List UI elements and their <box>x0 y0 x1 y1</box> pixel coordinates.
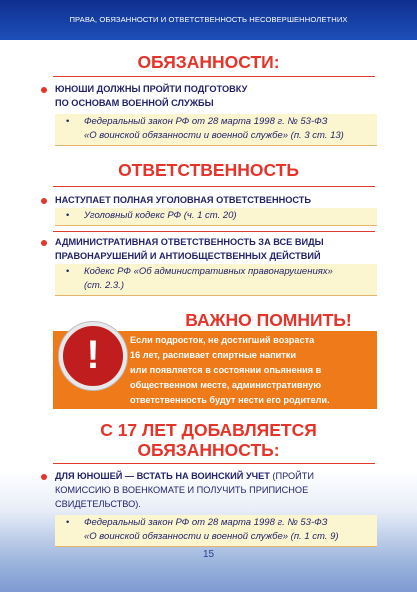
header-bar <box>0 0 417 40</box>
bullet-icon <box>41 87 47 93</box>
sub-bullet-icon: • <box>66 116 70 127</box>
page-number: 15 <box>202 549 215 560</box>
divider <box>53 76 375 77</box>
bullet-icon <box>41 198 47 204</box>
exclamation-mark: ! <box>86 333 100 377</box>
sub-bullet-icon: • <box>66 266 70 277</box>
divider <box>53 231 375 232</box>
sub-bullet-icon: • <box>66 210 70 221</box>
warning-text: Если подросток, не достигший возраста 16 лет, распивает спиртные напитки или появляется в состоянии опьянения в общественном месте, административную ответственность будут нести его родители. <box>130 335 330 405</box>
duty-item-title: ЮНОШИ ДОЛЖНЫ ПРОЙТИ ПОДГОТОВКУ ПО ОСНОВАМ ВОЕННОЙ СЛУЖБЫ <box>55 84 248 108</box>
exclamation-badge-icon <box>59 322 127 390</box>
responsibility-heading: ОТВЕТСТВЕННОСТЬ <box>118 160 299 180</box>
important-heading: ВАЖНО ПОМНИТЬ! <box>185 310 352 330</box>
legal-reference: • Кодекс РФ «Об административных правонарушениях» (ст. 2.3.) <box>55 264 377 296</box>
duties-heading: ОБЯЗАННОСТИ: <box>137 52 280 72</box>
age17-heading: С 17 ЛЕТ ДОБАВЛЯЕТСЯ ОБЯЗАННОСТЬ: <box>100 420 317 460</box>
criminal-liability-title: НАСТУПАЕТ ПОЛНАЯ УГОЛОВНАЯ ОТВЕТСТВЕННОСТЬ <box>55 195 312 205</box>
divider <box>53 186 375 187</box>
divider <box>53 463 375 464</box>
administrative-liability-title: АДМИНИСТРАТИВНАЯ ОТВЕТСТВЕННОСТЬ ЗА ВСЕ ВИДЫ ПРАВОНАРУШЕНИЙ И АНТИОБЩЕСТВЕННЫХ ДЕЙСТВИЙ <box>55 237 324 261</box>
legal-reference: • Уголовный кодекс РФ (ч. 1 ст. 20) <box>55 208 377 226</box>
legal-reference: • Федеральный закон РФ от 28 марта 1998 г. № 53-ФЗ «О воинской обязанности и военной службе» (п. 1 ст. 9) <box>55 515 377 547</box>
bullet-icon <box>41 240 47 246</box>
bullet-icon <box>41 474 47 480</box>
legal-reference: • Федеральный закон РФ от 28 марта 1998 г. № 53-ФЗ «О воинской обязанности и военной службе» (п. 3 ст. 13) <box>55 114 377 146</box>
header-title: ПРАВА, ОБЯЗАННОСТИ И ОТВЕТСТВЕННОСТЬ НЕСОВЕРШЕННОЛЕТНИХ <box>69 15 348 24</box>
sub-bullet-icon: • <box>66 517 70 528</box>
military-registration-title: ДЛЯ ЮНОШЕЙ — ВСТАТЬ НА ВОИНСКИЙ УЧЕТ (ПРОЙТИ КОМИССИЮ В ВОЕНКОМАТЕ И ПОЛУЧИТЬ ПРИПИСНОЕ СВИДЕТЕЛЬСТВО). <box>55 471 314 509</box>
